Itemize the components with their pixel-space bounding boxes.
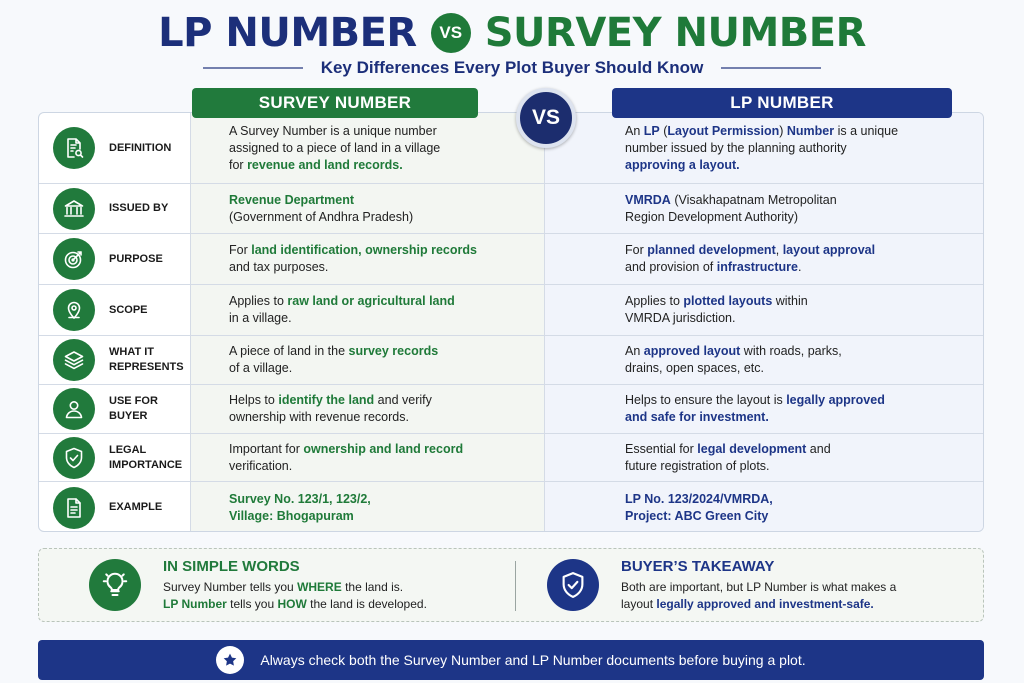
simple-words-text: the land is developed.	[306, 596, 427, 611]
simple-words-title: IN SIMPLE WORDS	[163, 557, 300, 575]
title-survey-number: SURVEY NUMBER	[484, 10, 866, 56]
lp-cell-highlight: approved layout	[643, 344, 741, 358]
subtitle-divider-right	[721, 67, 821, 69]
simple-words-line	[163, 596, 427, 613]
lp-number-cell-text	[625, 192, 837, 226]
lp-number-cell	[545, 113, 984, 183]
survey-cell-text: ownership with revenue records.	[229, 410, 409, 424]
survey-number-cell	[191, 113, 545, 183]
row-label-text: USE FOR	[109, 395, 158, 407]
lightbulb-icon	[89, 559, 141, 611]
survey-cell-line	[229, 458, 463, 475]
lp-cell-highlight: planned development	[647, 243, 776, 257]
survey-cell-text: and verify	[374, 393, 432, 407]
survey-number-cell-text	[229, 392, 432, 426]
lp-cell-text: Applies to	[625, 294, 684, 308]
lp-cell-highlight: plotted layouts	[683, 294, 773, 308]
page-title	[0, 8, 1024, 58]
lp-cell-text: .	[798, 260, 802, 274]
lp-cell-text: (Visakhapatnam Metropolitan	[670, 192, 837, 207]
table-row	[39, 184, 984, 234]
lp-cell-highlight: and safe for investment.	[625, 410, 769, 424]
table-row	[39, 285, 984, 336]
lp-cell-text: ,	[775, 243, 783, 257]
government-building-icon	[53, 188, 95, 230]
simple-words-text	[163, 579, 427, 613]
row-label-text: EXAMPLE	[109, 501, 163, 513]
lp-cell-text: number issued by the planning authority	[625, 140, 847, 155]
lp-cell-text: with roads, parks,	[740, 344, 842, 358]
survey-cell-highlight: Revenue Department	[229, 192, 355, 207]
survey-cell-line	[229, 140, 440, 157]
lp-cell-line	[625, 441, 831, 458]
title-lp-number: LP NUMBER	[158, 10, 417, 56]
row-label-cell	[39, 113, 191, 183]
summary-panel	[38, 548, 984, 622]
lp-cell-text: Helps to ensure the layout is	[625, 393, 787, 407]
title-vs-badge: VS	[431, 13, 471, 53]
row-label-text: WHAT IT	[109, 346, 155, 358]
lp-cell-line	[625, 491, 773, 508]
row-label-text: IMPORTANCE	[109, 458, 183, 471]
lp-cell-text: For	[625, 243, 648, 257]
document-search-icon	[53, 127, 95, 169]
simple-words-text: the land is.	[341, 579, 404, 594]
survey-number-cell	[191, 385, 545, 433]
lp-number-cell	[545, 385, 984, 433]
lp-cell-line	[625, 140, 898, 157]
row-label	[109, 443, 182, 473]
simple-words-highlight: WHERE	[297, 579, 342, 594]
lp-cell-line	[625, 392, 885, 409]
comparison-table	[38, 112, 984, 532]
simple-words-highlight: HOW	[277, 596, 307, 611]
user-icon	[53, 388, 95, 430]
lp-cell-highlight: VMRDA	[625, 192, 671, 207]
survey-cell-text: of a village.	[229, 361, 293, 375]
lp-cell-text: VMRDA jurisdiction.	[625, 311, 736, 325]
lp-cell-highlight: Project: ABC Green City	[625, 508, 769, 523]
row-label	[109, 500, 162, 515]
lp-number-cell-text	[625, 123, 898, 174]
row-label-text: ISSUED BY	[109, 202, 169, 214]
survey-cell-line	[229, 409, 432, 426]
lp-cell-line	[625, 360, 842, 377]
survey-cell-text: assigned to a piece of land in a village	[229, 140, 441, 155]
lp-cell-line	[625, 242, 875, 259]
survey-number-cell-text	[229, 343, 438, 377]
shield-check-icon	[53, 437, 95, 479]
row-label-cell	[39, 285, 191, 335]
lp-cell-highlight: legally approved	[786, 393, 885, 407]
simple-words-highlight: LP Number	[163, 596, 227, 611]
lp-cell-text: is a unique	[834, 123, 899, 138]
subtitle-row	[0, 56, 1024, 80]
lp-cell-text: Essential for	[625, 441, 698, 456]
lp-cell-highlight: Layout Permission	[667, 123, 780, 138]
survey-number-cell-text	[229, 491, 371, 525]
survey-number-cell-text	[229, 123, 440, 174]
row-label	[109, 252, 163, 267]
survey-cell-highlight: revenue and land records.	[247, 157, 403, 172]
row-label-text: BUYER	[109, 410, 148, 422]
lp-number-cell	[545, 184, 984, 233]
lp-cell-highlight: layout approval	[782, 243, 876, 257]
table-row	[39, 113, 984, 184]
lp-cell-highlight: legal development	[697, 441, 807, 456]
summary-divider	[515, 561, 516, 611]
survey-cell-text: A Survey Number is a unique number	[229, 123, 437, 138]
survey-cell-text: Important for	[229, 441, 304, 456]
column-header-survey-number: SURVEY NUMBER	[192, 88, 478, 118]
row-label-cell	[39, 234, 191, 284]
footer-text: Always check both the Survey Number and LP Number documents before buying a plot.	[260, 652, 806, 668]
row-label-text: DEFINITION	[109, 141, 172, 154]
row-label	[109, 141, 171, 156]
lp-cell-text: and provision of	[625, 260, 717, 274]
buyer-takeaway-line	[621, 579, 896, 596]
survey-cell-line	[229, 441, 463, 458]
survey-cell-line	[229, 360, 438, 377]
row-label-text: PURPOSE	[109, 252, 163, 265]
target-icon	[53, 238, 95, 280]
lp-cell-text: within	[772, 294, 808, 308]
survey-cell-line	[229, 259, 477, 276]
layers-icon	[53, 339, 95, 381]
survey-cell-text: verification.	[229, 458, 293, 473]
star-icon	[216, 646, 244, 674]
lp-number-cell	[545, 482, 984, 532]
survey-number-cell	[191, 184, 545, 233]
lp-cell-line	[625, 259, 875, 276]
survey-cell-line	[229, 491, 371, 508]
lp-number-cell-text	[625, 343, 842, 377]
lp-number-cell-text	[625, 293, 808, 327]
lp-number-cell-text	[625, 491, 773, 525]
lp-cell-line	[625, 293, 808, 310]
lp-cell-text: )	[779, 123, 787, 138]
survey-cell-text: Applies to	[229, 294, 288, 308]
lp-cell-line	[625, 123, 898, 140]
survey-cell-highlight: survey records	[348, 344, 439, 358]
lp-cell-highlight: infrastructure	[716, 260, 799, 274]
survey-cell-line	[229, 392, 432, 409]
row-label	[109, 394, 158, 424]
survey-cell-line	[229, 209, 413, 226]
lp-cell-highlight: approving a layout.	[625, 157, 740, 172]
simple-words-line	[163, 579, 427, 596]
survey-cell-text: Helps to	[229, 393, 279, 407]
lp-cell-text: drains, open spaces, etc.	[625, 361, 764, 375]
row-label-cell	[39, 336, 191, 384]
column-header-lp-number: LP NUMBER	[612, 88, 952, 118]
survey-number-cell-text	[229, 242, 477, 276]
lp-cell-line	[625, 192, 837, 209]
subtitle-divider-left	[203, 67, 303, 69]
lp-cell-text: An	[625, 123, 644, 138]
lp-cell-highlight: LP	[643, 123, 660, 138]
survey-cell-highlight: ownership and land record	[303, 441, 464, 456]
buyer-takeaway-text	[621, 579, 896, 613]
lp-number-cell	[545, 285, 984, 335]
document-icon	[53, 487, 95, 529]
row-label-text: LEGAL	[109, 443, 147, 456]
buyer-takeaway-text: Both are important, but LP Number is what makes a	[621, 579, 897, 594]
lp-cell-line	[625, 310, 808, 327]
survey-cell-text: For	[229, 243, 252, 257]
survey-number-cell	[191, 434, 545, 481]
footer-banner	[38, 640, 984, 680]
survey-cell-highlight: Village: Bhogapuram	[229, 508, 354, 523]
table-row	[39, 234, 984, 285]
table-row	[39, 482, 984, 532]
survey-cell-line	[229, 123, 440, 140]
survey-number-cell	[191, 482, 545, 532]
survey-number-cell-text	[229, 192, 413, 226]
row-label	[109, 345, 184, 375]
survey-number-cell-text	[229, 441, 463, 475]
row-label-text: REPRESENTS	[109, 361, 184, 373]
survey-cell-highlight: raw land or agricultural land	[287, 294, 455, 308]
lp-number-cell	[545, 234, 984, 284]
lp-number-cell	[545, 336, 984, 384]
row-label-cell	[39, 385, 191, 433]
shield-check-icon	[547, 559, 599, 611]
survey-cell-line	[229, 293, 455, 310]
survey-cell-text: (Government of Andhra Pradesh)	[229, 209, 414, 224]
simple-words-section	[39, 549, 511, 621]
survey-cell-text: A piece of land in the	[229, 344, 349, 358]
lp-cell-text: Region Development Authority)	[625, 209, 799, 224]
row-label	[109, 303, 148, 318]
survey-cell-line	[229, 343, 438, 360]
lp-cell-text: and	[806, 441, 831, 456]
lp-cell-line	[625, 508, 773, 525]
survey-cell-text: in a village.	[229, 311, 292, 325]
buyer-takeaway-text: layout	[621, 596, 657, 611]
row-label-cell	[39, 184, 191, 233]
lp-number-cell-text	[625, 242, 875, 276]
buyer-takeaway-title: BUYER’S TAKEAWAY	[621, 557, 775, 575]
simple-words-text: tells you	[226, 596, 278, 611]
lp-cell-line	[625, 157, 898, 174]
buyer-takeaway-highlight: legally approved and investment-safe.	[656, 596, 874, 611]
lp-cell-highlight: Number	[786, 123, 835, 138]
buyer-takeaway-line	[621, 596, 896, 613]
simple-words-text: Survey Number tells you	[163, 579, 298, 594]
location-pin-icon	[53, 289, 95, 331]
survey-cell-highlight: Survey No. 123/1, 123/2,	[229, 491, 371, 506]
survey-cell-line	[229, 157, 440, 174]
survey-cell-line	[229, 310, 455, 327]
buyer-takeaway-section	[511, 549, 983, 621]
lp-cell-text: (	[659, 123, 668, 138]
survey-cell-line	[229, 242, 477, 259]
survey-number-cell	[191, 336, 545, 384]
lp-cell-line	[625, 458, 831, 475]
row-label-cell	[39, 482, 191, 532]
row-label	[109, 201, 168, 216]
survey-cell-line	[229, 508, 371, 525]
survey-number-cell	[191, 285, 545, 335]
survey-cell-highlight: identify the land	[278, 393, 375, 407]
lp-number-cell-text	[625, 441, 831, 475]
survey-cell-text: for	[229, 157, 248, 172]
center-vs-badge: VS	[516, 88, 576, 148]
lp-cell-text: An	[625, 344, 644, 358]
table-row	[39, 336, 984, 385]
lp-cell-highlight: LP No. 123/2024/VMRDA,	[625, 491, 773, 506]
row-label-text: SCOPE	[109, 303, 148, 316]
lp-cell-text: future registration of plots.	[625, 458, 770, 473]
table-row	[39, 434, 984, 482]
survey-cell-text: and tax purposes.	[229, 260, 329, 274]
lp-number-cell-text	[625, 392, 885, 426]
lp-cell-line	[625, 209, 837, 226]
lp-number-cell	[545, 434, 984, 481]
survey-cell-line	[229, 192, 413, 209]
subtitle: Key Differences Every Plot Buyer Should Know	[320, 58, 704, 77]
survey-cell-highlight: land identification, ownership records	[251, 243, 477, 257]
row-label-cell	[39, 434, 191, 481]
survey-number-cell	[191, 234, 545, 284]
survey-number-cell-text	[229, 293, 455, 327]
lp-cell-line	[625, 409, 885, 426]
lp-cell-line	[625, 343, 842, 360]
table-row	[39, 385, 984, 434]
